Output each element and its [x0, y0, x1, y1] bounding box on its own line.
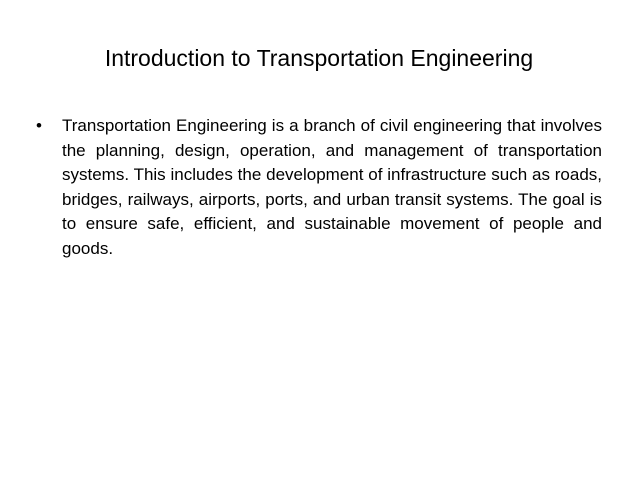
- slide-title: Introduction to Transportation Engineering: [104, 45, 534, 71]
- slide-body: [36, 114, 602, 261]
- bullet-item: [36, 114, 602, 261]
- bullet-marker: •: [36, 116, 42, 135]
- bullet-text: Transportation Engineering is a branch of civil engineering that involves the planning, design, operation, and management of transportation systems. This includes the development of infrastructure such as roads, bridges, railways, airports, ports, and urban transit systems. The goal is to ensure safe, efficient, and sustainable movement of people and goods.: [62, 116, 602, 258]
